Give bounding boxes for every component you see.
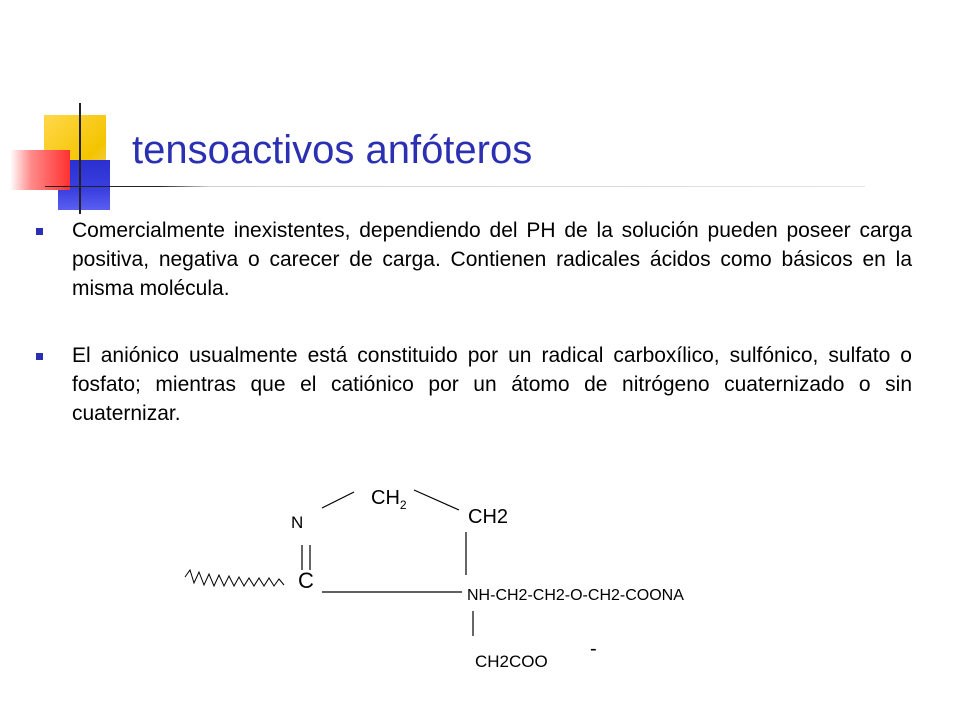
ch2coo-label: CH2COO <box>475 652 548 671</box>
slide-title: tensoactivos anfóteros <box>132 128 533 172</box>
ch2-top-label: $CH_2$ <box>371 487 407 512</box>
c-atom-label: C <box>298 568 314 593</box>
bond-n-ch2 <box>322 492 354 508</box>
n-atom-label: N <box>291 513 304 532</box>
nh-chain-label: NH-CH2-CH2-O-CH2-COONA <box>467 587 684 604</box>
ch2-right-label: CH2 <box>468 506 509 528</box>
bullet-text-2: El aniónico usualmente está constituido por un radical carboxílico, sulfónico, sulfato o fosfato; mientras que el catiónico por un átomo de nitrógeno cuaternizado o sin cuaternizar. <box>72 344 912 425</box>
bullet-text-1: Comercialmente inexistentes, dependiendo del PH de la solución pueden poseer carga positiva, negativa o carecer de carga. Contienen radicales ácidos como básicos en la misma molécula. <box>72 219 912 300</box>
bond-ch2-ch2 <box>414 490 459 510</box>
negative-charge-label: - <box>590 638 597 660</box>
ch2-top-subscript: 2 <box>399 498 407 512</box>
alkyl-chain-wave <box>185 570 284 586</box>
